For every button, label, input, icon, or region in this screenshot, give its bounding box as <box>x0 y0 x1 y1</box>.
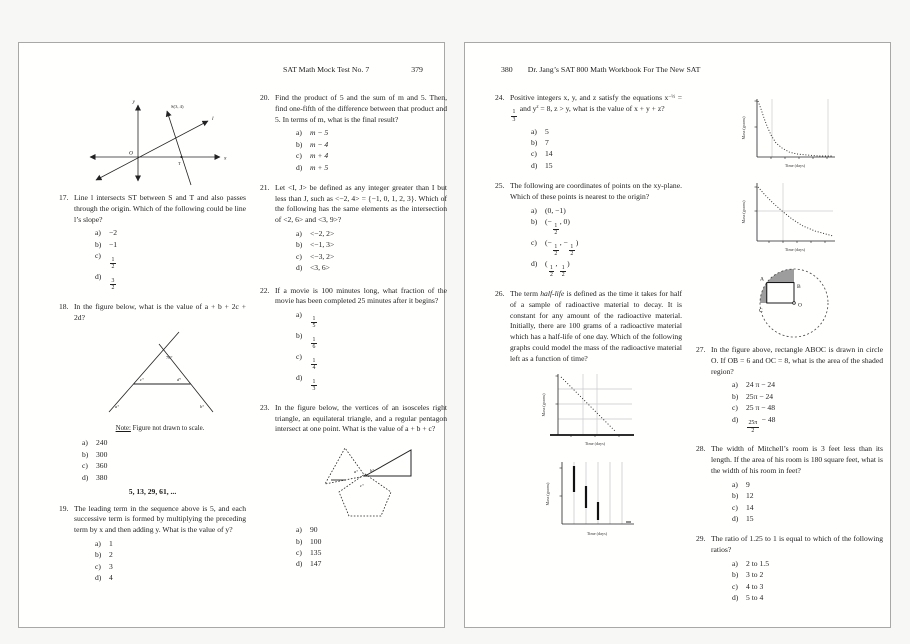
question-24 <box>495 93 682 171</box>
option-row <box>531 148 682 159</box>
question-22 <box>260 286 447 393</box>
label-c: C <box>758 308 763 314</box>
option-letter: d) <box>531 259 538 269</box>
angle-top-label: 70° <box>165 354 172 360</box>
question-text: The term half-life is defined as the time it takes for half of a sample of radioactive material to decay. It is constant for any amount of the radioactive material. Initially, there are 100 grams of a radioactive material which has a half-life of one day. Which of the following graphs could model the mass of the radioactive material left as a function of time? <box>510 288 682 363</box>
option-row <box>82 437 246 448</box>
running-title: SAT Math Mock Test No. 7 <box>283 65 370 74</box>
option-value: 100 <box>310 536 322 546</box>
option-row <box>296 150 447 161</box>
option-row <box>95 572 246 583</box>
exponent: z <box>536 104 539 111</box>
question-text: Line l intersects ST between S and T and also passes through the origin. Which of the following could be line l’s slope? <box>74 193 246 224</box>
question-number: 19. <box>59 503 69 513</box>
running-title: Dr. Jang’s SAT 800 Math Workbook For The New SAT <box>527 65 701 74</box>
option-row <box>732 581 883 592</box>
question-25 <box>495 181 682 279</box>
option-letter: b) <box>732 391 739 401</box>
angle-bottom-right-label: b° <box>199 403 204 409</box>
question-number: 18. <box>59 301 69 311</box>
data-line <box>561 377 616 432</box>
option-row <box>531 258 682 279</box>
option-letter: a) <box>296 128 302 138</box>
option-value: (0, −1) <box>545 205 566 215</box>
x-axis-label: Time (days) <box>584 441 606 447</box>
fraction: $\frac{3}{2}$ <box>111 277 115 292</box>
option-value: −1 <box>109 239 118 249</box>
question-text: The width of Mitchell’s room is 3 feet less than its length. If the area of his room is 180 square feet, what is the width of his room in feet? <box>711 444 883 475</box>
equilateral-triangle <box>325 448 365 484</box>
label-a: A <box>759 276 764 283</box>
question-19 <box>59 504 246 584</box>
option-value: 380 <box>96 472 108 482</box>
options-q24 <box>531 126 682 172</box>
note-text: Figure not drawn to scale. <box>130 424 205 432</box>
option-letter: c) <box>732 403 738 413</box>
point-s-label: S(3, 4) <box>170 104 184 109</box>
center-point <box>792 302 795 305</box>
option-row <box>95 271 246 292</box>
page-number: 380 <box>501 65 513 74</box>
decay-curve <box>758 101 832 156</box>
option-value <box>310 372 447 393</box>
sequence-heading: 5, 13, 29, 61, ... <box>128 486 177 496</box>
question-number: 20. <box>260 93 270 102</box>
page-right-header <box>501 65 700 74</box>
options-q29 <box>732 558 883 604</box>
italic-term: half-life <box>540 288 565 298</box>
fraction: $\frac{1}{3}$ <box>312 378 316 393</box>
option-value: 90 <box>310 525 318 535</box>
option-value <box>109 271 246 292</box>
label-b: B <box>796 284 801 290</box>
option-row <box>732 414 883 435</box>
question-29 <box>696 534 883 603</box>
option-value: m + 4 <box>310 151 329 161</box>
fig-q27-circle-rectangle <box>740 261 840 341</box>
point-t-dot <box>180 156 182 158</box>
option-value: <−1, 3> <box>310 240 335 250</box>
option-letter: b) <box>296 139 303 149</box>
option-row <box>732 592 883 603</box>
question-text: Let <I, J> be defined as any integer greater than I but less than J, such as <−2, 4> = {−1, 0, 1, 2, 3}. Which of the following has the same elements as the intersection of <2, 6> and <3, 9>? <box>275 182 447 225</box>
fig-q18-triangle <box>93 328 228 420</box>
option-value: 5 to 4 <box>746 593 764 603</box>
option-value: 2 <box>109 550 113 560</box>
option-row <box>296 139 447 150</box>
option-row <box>732 391 883 402</box>
option-row <box>296 536 447 547</box>
question-18 <box>59 302 246 483</box>
option-row <box>296 127 447 138</box>
option-row <box>732 379 883 390</box>
option-value <box>310 330 447 351</box>
option-row <box>732 502 883 513</box>
option-value: 7 <box>545 138 549 148</box>
option-row <box>296 251 447 262</box>
option-value: 14 <box>545 149 553 159</box>
option-letter: c) <box>296 151 302 161</box>
option-value: (− $\frac{1}{2}$ , 0) <box>545 217 570 237</box>
decay-curve <box>758 187 833 236</box>
question-number: 17. <box>59 193 69 202</box>
option-value: 24 π − 24 <box>746 380 775 390</box>
option-value <box>310 351 447 372</box>
option-letter: d) <box>732 593 739 603</box>
option-letter: a) <box>296 310 302 320</box>
question-20 <box>260 93 447 173</box>
line-l-label: l <box>211 116 214 122</box>
option-letter: b) <box>95 239 102 249</box>
option-value: 9 <box>746 479 750 489</box>
option-value: 2 to 1.5 <box>746 558 769 568</box>
option-letter: c) <box>732 502 738 512</box>
option-letter: b) <box>296 240 303 250</box>
option-letter: a) <box>82 438 88 448</box>
option-letter: d) <box>296 372 303 382</box>
fraction: $\frac{1}{2}$ <box>570 243 574 258</box>
option-value: 4 to 3 <box>746 581 764 591</box>
fraction: $\frac{1}{2}$ <box>111 256 115 271</box>
column-left-2 <box>260 93 447 594</box>
point-t-label: T <box>177 161 181 166</box>
page-right <box>464 42 891 628</box>
options-q22 <box>296 309 447 393</box>
option-value: m − 5 <box>310 128 329 138</box>
question-number: 26. <box>495 288 505 298</box>
option-value: 147 <box>310 559 322 569</box>
y-axis-label: y <box>132 99 135 105</box>
angle-c-label: c° <box>360 483 364 489</box>
question-number: 22. <box>260 285 270 295</box>
option-row <box>296 162 447 173</box>
question-text: In the figure below, the vertices of an isosceles right triangle, an equilateral triangle, and a regular pentagon intersect at one point. What is the value of a + b + c? <box>275 402 447 434</box>
options-q18 <box>82 437 246 483</box>
option-letter: b) <box>95 550 102 560</box>
question-number: 21. <box>260 182 270 192</box>
options-q25 <box>531 205 682 279</box>
option-value: <−3, 2> <box>310 251 335 261</box>
option-row <box>296 228 447 239</box>
option-letter: c) <box>296 251 302 261</box>
option-letter: d) <box>732 414 739 424</box>
fraction: $\frac{1}{2}$ <box>550 264 553 279</box>
option-letter: a) <box>732 558 738 568</box>
option-letter: d) <box>296 559 303 569</box>
fraction: $\frac{1}{4}$ <box>312 357 316 372</box>
fraction: $\frac{1}{2}$ <box>554 243 558 258</box>
options-q28 <box>732 479 883 525</box>
question-number: 24. <box>495 93 505 102</box>
figure-note <box>74 424 246 434</box>
options-q17 <box>95 227 246 292</box>
page-left <box>18 42 445 628</box>
option-letter: c) <box>82 461 88 471</box>
option-value: 3 <box>109 561 113 571</box>
fraction: $\frac{1}{5}$ <box>312 315 316 330</box>
option-letter: c) <box>296 352 302 361</box>
option-value: 300 <box>96 449 108 459</box>
question-number: 29. <box>696 534 706 544</box>
option-value <box>109 250 246 271</box>
exponent: −½ <box>668 93 676 100</box>
question-text: In the figure below, what is the value of a + b + 2c + 2d? <box>74 301 246 322</box>
y-axis-label: Mass (grams) <box>545 482 550 506</box>
question-number: 27. <box>696 345 706 354</box>
option-letter: c) <box>95 251 101 261</box>
question-text: The leading term in the sequence above is 5, and each successive term is formed by multiplying the preceding term by x and then adding y. What is the value of y? <box>74 503 246 535</box>
triangle-left-line <box>109 332 179 412</box>
option-letter: a) <box>296 525 302 535</box>
option-letter: c) <box>732 581 738 591</box>
options-q23 <box>296 524 447 570</box>
question-26 <box>495 289 682 364</box>
option-row <box>296 239 447 250</box>
question-number: 28. <box>696 444 706 454</box>
option-letter: a) <box>296 229 302 239</box>
fig-q17-coordinate-plane <box>78 93 228 189</box>
option-row <box>296 558 447 569</box>
question-21 <box>260 183 447 274</box>
option-letter: c) <box>531 238 537 248</box>
question-text: The following are coordinates of points on the xy-plane. Which of these points is nearest to the origin? <box>510 181 682 202</box>
line-l <box>96 121 208 180</box>
option-row <box>296 330 447 351</box>
fig-q23-polygons <box>301 440 421 520</box>
option-value: 3 to 2 <box>746 570 764 580</box>
fraction: $\frac{1}{2}$ <box>554 222 558 237</box>
question-number: 25. <box>495 181 505 191</box>
question-text: In the figure above, rectangle ABOC is drawn in circle O. If OB = 6 and OC = 8, what is the area of the shaded region? <box>711 345 883 376</box>
option-row <box>296 262 447 273</box>
question-23 <box>260 403 447 570</box>
option-letter: a) <box>95 539 101 549</box>
option-row <box>531 160 682 171</box>
option-letter: d) <box>296 263 303 273</box>
origin-label: O <box>128 150 133 157</box>
option-row <box>732 558 883 569</box>
option-letter: c) <box>531 149 537 159</box>
option-value: 240 <box>96 438 108 448</box>
option-value: <3, 6> <box>310 263 330 273</box>
option-row <box>531 237 682 258</box>
fig-q26-graph-steps <box>536 456 641 542</box>
option-row <box>95 227 246 238</box>
angle-bottom-left-label: a° <box>114 403 119 409</box>
option-letter: b) <box>732 570 739 580</box>
option-row <box>296 547 447 558</box>
option-row <box>531 126 682 137</box>
column-left-1 <box>59 93 246 594</box>
option-row <box>732 569 883 580</box>
option-row <box>531 205 682 216</box>
option-letter: d) <box>531 160 538 170</box>
label-o: O <box>797 302 802 309</box>
option-value: 15 <box>746 513 754 523</box>
option-letter: a) <box>732 479 738 489</box>
option-row <box>296 309 447 330</box>
option-row <box>732 513 883 524</box>
y-axis-label: Mass (grams) <box>741 116 746 140</box>
options-q27 <box>732 379 883 434</box>
option-letter: d) <box>95 573 102 583</box>
question-17 <box>59 193 246 292</box>
page-number: 379 <box>411 65 423 74</box>
fig-q26-graph-linear <box>536 368 641 452</box>
option-value: 25π − 24 <box>746 391 774 401</box>
option-value: 5 <box>545 126 549 136</box>
pentagon <box>339 474 391 516</box>
fraction: $\frac{25\pi}{2}$ <box>748 420 758 434</box>
option-value: m − 4 <box>310 139 329 149</box>
option-letter: d) <box>82 472 89 482</box>
option-value: $\frac{25\pi}{2}$ − 48 <box>748 414 776 434</box>
y-axis-label: Mass (grams) <box>541 393 546 417</box>
option-value: 14 <box>746 502 754 512</box>
angle-b-label: b° <box>370 468 375 474</box>
fig-q26-graph-exp-gradual <box>737 177 842 257</box>
option-value: 135 <box>310 547 322 557</box>
note-label: Note: <box>115 424 131 432</box>
option-row <box>531 137 682 148</box>
question-28 <box>696 444 883 524</box>
option-row <box>732 479 883 490</box>
option-value: 4 <box>109 573 113 583</box>
option-row <box>95 239 246 250</box>
angle-right-label: d° <box>176 376 181 382</box>
option-value: −2 <box>109 228 118 238</box>
option-row <box>296 524 447 535</box>
option-row <box>95 250 246 271</box>
fraction: $\frac{1}{6}$ <box>312 336 316 351</box>
fraction: $\frac{1}{2}$ <box>561 264 565 279</box>
option-value: 12 <box>746 491 754 501</box>
option-letter: a) <box>95 228 101 238</box>
option-letter: a) <box>732 380 738 390</box>
page-left-columns <box>59 93 447 594</box>
option-value <box>310 309 447 330</box>
option-value: 1 <box>109 539 113 549</box>
question-text: Positive integers x, y, and z satisfy the equations $x^{-\frac{1}{2}}$ = $\frac{1}{3}$ and $y^z = 8$, z > y, what is the value of x + y + z? <box>510 93 682 124</box>
option-letter: a) <box>531 205 537 215</box>
question-text: If a movie is 100 minutes long, what fraction of the movie has been completed 25 minutes after it begins? <box>275 285 447 306</box>
option-letter: d) <box>732 513 739 523</box>
fig-q26-graph-exp-steep <box>737 93 842 173</box>
x-axis-label: Time (days) <box>784 247 806 252</box>
option-letter: a) <box>531 126 537 136</box>
x-axis-label: Time (days) <box>586 531 608 537</box>
option-row <box>296 372 447 393</box>
options-q21 <box>296 228 447 274</box>
options-q20 <box>296 127 447 173</box>
option-row <box>82 460 246 471</box>
option-value: 25 π − 48 <box>746 403 775 413</box>
option-row <box>531 216 682 237</box>
option-row <box>95 561 246 572</box>
option-value: 360 <box>96 461 108 471</box>
option-letter: b) <box>296 536 303 546</box>
y-axis-label: Mass (grams) <box>741 200 746 224</box>
option-value: <−2, 2> <box>310 229 335 239</box>
angle-left-label: c° <box>139 376 144 382</box>
option-letter: b) <box>296 331 303 341</box>
page-left-header <box>283 65 423 74</box>
option-letter: c) <box>296 547 302 557</box>
option-letter: c) <box>95 561 101 571</box>
x-axis-label: x <box>223 155 226 162</box>
column-right-2 <box>696 93 883 613</box>
segment-st <box>167 111 191 185</box>
option-value: m + 5 <box>310 162 329 172</box>
fraction: $\frac{1}{3}$ <box>512 109 516 124</box>
question-27 <box>696 345 883 434</box>
angle-a-label: a° <box>354 469 359 475</box>
option-row <box>732 402 883 413</box>
option-row <box>296 351 447 372</box>
option-row <box>732 490 883 501</box>
option-letter: d) <box>95 272 102 282</box>
page-right-columns <box>495 93 883 613</box>
rectangle-aboc <box>766 283 793 303</box>
column-right-1 <box>495 93 682 613</box>
options-q19 <box>95 538 246 584</box>
option-letter: b) <box>732 491 739 501</box>
x-axis-label: Time (days) <box>784 163 806 168</box>
option-letter: b) <box>82 449 89 459</box>
option-row <box>95 538 246 549</box>
question-number: 23. <box>260 402 270 412</box>
option-value: 15 <box>545 160 553 170</box>
question-text: The ratio of 1.25 to 1 is equal to which of the following ratios? <box>711 534 883 555</box>
option-value: ( $\frac{1}{2}$ , $\frac{1}{2}$ ) <box>545 259 570 279</box>
question-text: Find the product of 5 and the sum of m and 5. Then, find one-fifth of the difference between that product and 5. In terms of m, what is the final result? <box>275 93 447 124</box>
option-letter: d) <box>296 162 303 172</box>
option-row <box>95 549 246 560</box>
option-letter: b) <box>531 217 538 227</box>
option-letter: b) <box>531 138 538 148</box>
option-row <box>82 449 246 460</box>
option-value: (− $\frac{1}{2}$ , − $\frac{1}{2}$ ) <box>545 238 579 258</box>
option-row <box>82 472 246 483</box>
